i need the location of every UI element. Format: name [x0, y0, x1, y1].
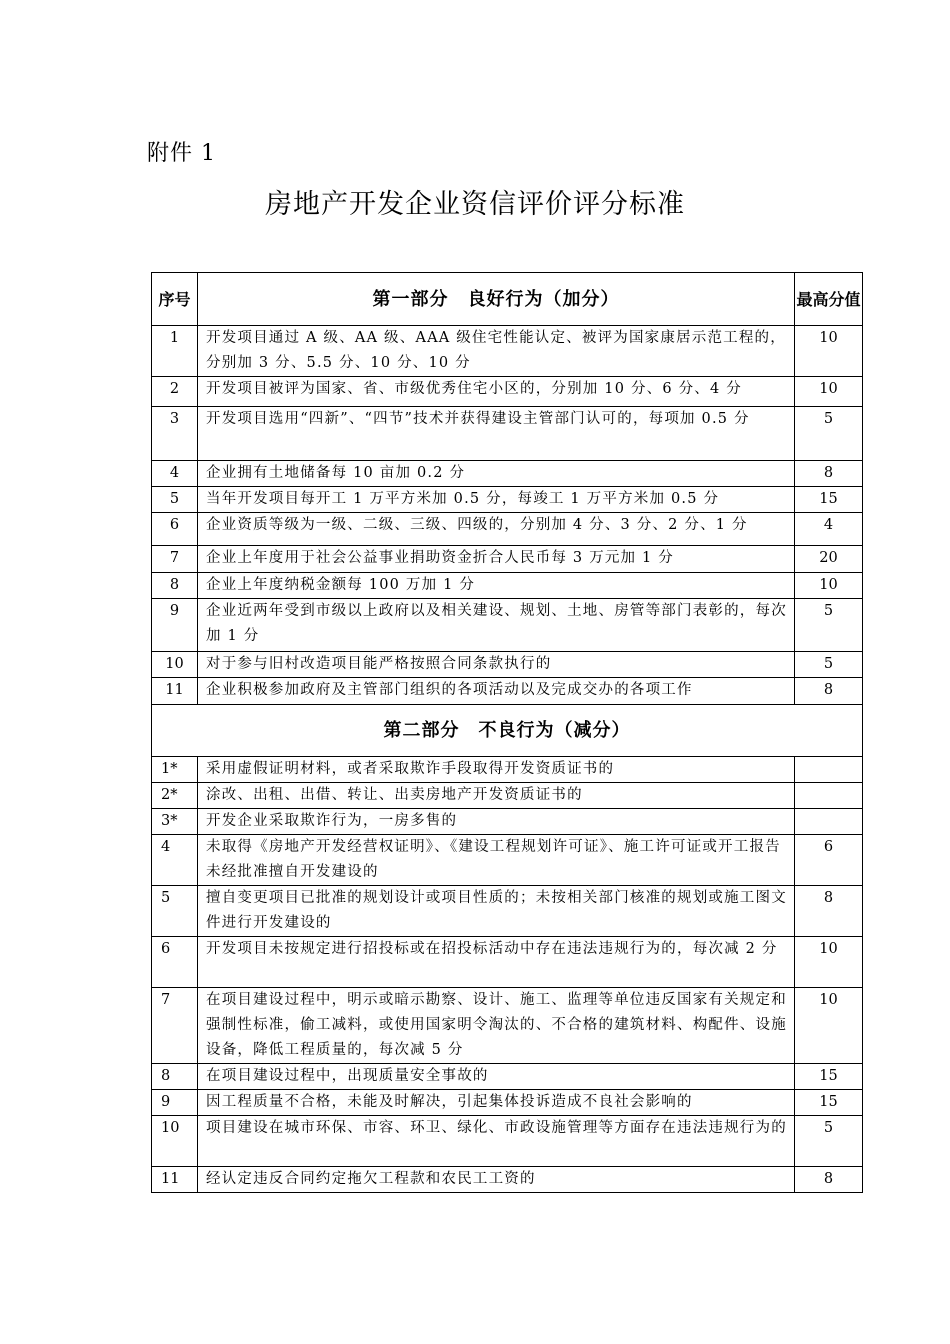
- row-number: 2: [152, 377, 198, 407]
- row-description: 因工程质量不合格，未能及时解决，引起集体投诉造成不良社会影响的: [198, 1090, 795, 1116]
- table-row: [152, 326, 863, 377]
- table-row: [152, 809, 863, 835]
- table-row: [152, 757, 863, 783]
- row-score: 8: [795, 1167, 863, 1193]
- row-number: 8: [152, 573, 198, 599]
- row-score: [795, 783, 863, 809]
- table-row: [152, 573, 863, 599]
- row-description: 当年开发项目每开工 1 万平方米加 0.5 分，每竣工 1 万平方米加 0.5 分: [198, 487, 795, 513]
- row-score: 10: [795, 326, 863, 377]
- table-header-row: [152, 273, 863, 326]
- table-row: [152, 546, 863, 573]
- row-description: 在项目建设过程中，出现质量安全事故的: [198, 1064, 795, 1090]
- row-score: [795, 809, 863, 835]
- table-row: [152, 377, 863, 407]
- header-part1-title: 第一部分 良好行为（加分）: [198, 273, 795, 326]
- row-description: 开发项目未按规定进行招投标或在招投标活动中存在违法违规行为的，每次减 2 分: [198, 937, 795, 988]
- table-row: [152, 937, 863, 988]
- row-score: 6: [795, 835, 863, 886]
- row-description: 开发项目通过 A 级、AA 级、AAA 级住宅性能认定、被评为国家康居示范工程的，分别加 3 分、5.5 分、10 分、10 分: [198, 326, 795, 377]
- row-score: 5: [795, 407, 863, 461]
- row-number: 1: [152, 326, 198, 377]
- row-score: 10: [795, 573, 863, 599]
- row-number: 6: [152, 937, 198, 988]
- row-description: 在项目建设过程中，明示或暗示勘察、设计、施工、监理等单位违反国家有关规定和强制性标准，偷工减料，或使用国家明令淘汰的、不合格的建筑材料、构配件、设施设备，降低工程质量的，每次减 5 分: [198, 988, 795, 1064]
- document-title: 房地产开发企业资信评价评分标准: [265, 189, 685, 220]
- table-row: [152, 461, 863, 487]
- table-row: [152, 783, 863, 809]
- row-score: 8: [795, 886, 863, 937]
- part2-title: 第二部分 不良行为（减分）: [152, 705, 863, 757]
- row-description: 涂改、出租、出借、转让、出卖房地产开发资质证书的: [198, 783, 795, 809]
- row-score: 5: [795, 1116, 863, 1167]
- row-score: 8: [795, 461, 863, 487]
- table-row: [152, 988, 863, 1064]
- header-max-score: 最高分值: [795, 273, 863, 326]
- row-score: 5: [795, 599, 863, 652]
- row-description: 企业近两年受到市级以上政府以及相关建设、规划、土地、房管等部门表彰的，每次加 1 分: [198, 599, 795, 652]
- table-row: [152, 835, 863, 886]
- row-score: 15: [795, 487, 863, 513]
- row-description: 开发企业采取欺诈行为，一房多售的: [198, 809, 795, 835]
- row-number: 11: [152, 1167, 198, 1193]
- table-row: [152, 1090, 863, 1116]
- row-number: 9: [152, 1090, 198, 1116]
- row-number: 2*: [152, 783, 198, 809]
- row-score: 5: [795, 652, 863, 678]
- table-row: [152, 1064, 863, 1090]
- table-row: [152, 1116, 863, 1167]
- row-score: 20: [795, 546, 863, 573]
- table-row: [152, 652, 863, 678]
- row-description: 企业积极参加政府及主管部门组织的各项活动以及完成交办的各项工作: [198, 678, 795, 705]
- row-number: 8: [152, 1064, 198, 1090]
- row-score: 10: [795, 377, 863, 407]
- row-number: 10: [152, 652, 198, 678]
- section-row: [152, 705, 863, 757]
- row-number: 3*: [152, 809, 198, 835]
- row-number: 7: [152, 988, 198, 1064]
- table-row: [152, 599, 863, 652]
- row-score: 4: [795, 513, 863, 546]
- row-number: 11: [152, 678, 198, 705]
- row-description: 企业资质等级为一级、二级、三级、四级的，分别加 4 分、3 分、2 分、1 分: [198, 513, 795, 546]
- row-number: 7: [152, 546, 198, 573]
- table-row: [152, 678, 863, 705]
- row-description: 开发项目选用“四新”、“四节”技术并获得建设主管部门认可的，每项加 0.5 分: [198, 407, 795, 461]
- row-number: 5: [152, 886, 198, 937]
- row-description: 企业上年度纳税金额每 100 万加 1 分: [198, 573, 795, 599]
- scoring-table: [151, 272, 863, 1193]
- row-number: 4: [152, 835, 198, 886]
- row-score: 15: [795, 1090, 863, 1116]
- row-score: 8: [795, 678, 863, 705]
- attachment-label: 附件 1: [147, 141, 216, 166]
- row-description: 采用虚假证明材料，或者采取欺诈手段取得开发资质证书的: [198, 757, 795, 783]
- row-description: 开发项目被评为国家、省、市级优秀住宅小区的，分别加 10 分、6 分、4 分: [198, 377, 795, 407]
- row-score: [795, 757, 863, 783]
- table-row: [152, 886, 863, 937]
- table-row: [152, 513, 863, 546]
- row-description: 企业拥有土地储备每 10 亩加 0.2 分: [198, 461, 795, 487]
- row-number: 4: [152, 461, 198, 487]
- header-seq: 序号: [152, 273, 198, 326]
- table-row: [152, 1167, 863, 1193]
- table-row: [152, 487, 863, 513]
- row-number: 9: [152, 599, 198, 652]
- row-description: 项目建设在城市环保、市容、环卫、绿化、市政设施管理等方面存在违法违规行为的: [198, 1116, 795, 1167]
- row-description: 经认定违反合同约定拖欠工程款和农民工工资的: [198, 1167, 795, 1193]
- row-description: 未取得《房地产开发经营权证明》、《建设工程规划许可证》、施工许可证或开工报告未经批准擅自开发建设的: [198, 835, 795, 886]
- table-row: [152, 407, 863, 461]
- row-description: 企业上年度用于社会公益事业捐助资金折合人民币每 3 万元加 1 分: [198, 546, 795, 573]
- row-number: 6: [152, 513, 198, 546]
- row-number: 5: [152, 487, 198, 513]
- row-number: 10: [152, 1116, 198, 1167]
- row-score: 10: [795, 937, 863, 988]
- row-score: 10: [795, 988, 863, 1064]
- row-score: 15: [795, 1064, 863, 1090]
- row-description: 擅自变更项目已批准的规划设计或项目性质的；未按相关部门核准的规划或施工图文件进行开发建设的: [198, 886, 795, 937]
- row-description: 对于参与旧村改造项目能严格按照合同条款执行的: [198, 652, 795, 678]
- row-number: 3: [152, 407, 198, 461]
- row-number: 1*: [152, 757, 198, 783]
